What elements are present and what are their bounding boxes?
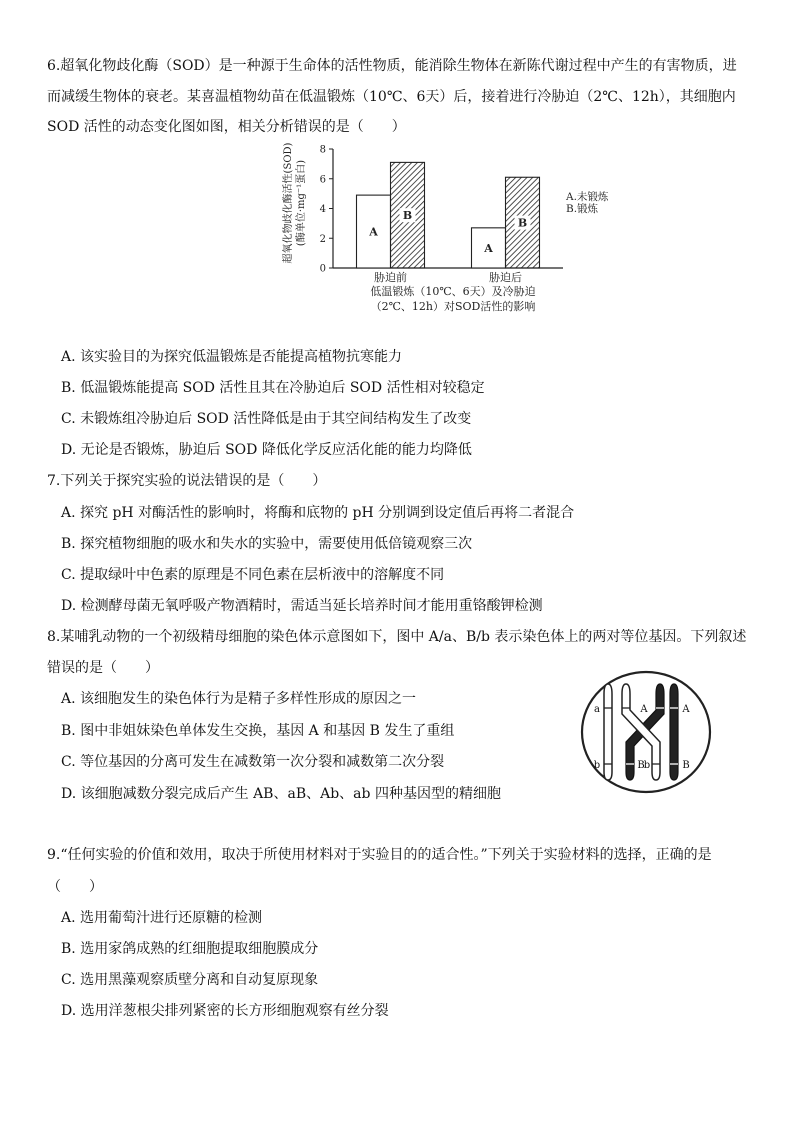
chromatid-right-outer — [670, 684, 678, 780]
q9-option-b: B. 选用家鸽成熟的红细胞提取细胞膜成分 — [61, 941, 319, 957]
q7-option-d: D. 检测酵母菌无氧呼吸产物酒精时，需适当延长培养时间才能用重铬酸钾检测 — [61, 598, 543, 614]
gene-label-B-inner: B — [637, 760, 645, 771]
q6-option-a: A. 该实验目的为探究低温锻炼是否能提高植物抗寒能力 — [61, 349, 403, 365]
y-tick-label: 4 — [319, 204, 326, 215]
q7-option-a: A. 探究 pH 对酶活性的影响时，将酶和底物的 pH 分别调到设定值后再将二者混合 — [61, 505, 575, 521]
q8-line-2: 错误的是（ ） — [47, 660, 159, 676]
chromosome-crossover-diagram — [578, 668, 714, 796]
legend-entry: A.未锻炼 — [566, 191, 609, 203]
gene-label-b-left: b — [593, 760, 601, 771]
q7-option-b: B. 探究植物细胞的吸水和失水的实验中，需要使用低倍镜观察三次 — [61, 536, 473, 552]
y-tick-label: 6 — [319, 174, 326, 186]
q6-option-c: C. 未锻炼组冷胁迫后 SOD 活性降低是由于其空间结构发生了改变 — [61, 411, 472, 427]
q7-line-1: 7.下列关于探究实验的说法错误的是（ ） — [47, 473, 327, 489]
sod-activity-chart — [278, 143, 618, 318]
gene-label-A-inner: A — [640, 704, 648, 715]
q6-line-1: 6.超氧化物歧化酶（SOD）是一种源于生命体的活性物质，能消除生物体在新陈代谢过程中产生的有害物质，进 — [47, 58, 737, 74]
q9-line-1: 9.“任何实验的价值和效用，取决于所使用材料对于实验目的的适合性。”下列关于实验材料的选择，正确的是 — [47, 847, 712, 863]
q9-line-2: （ ） — [47, 879, 103, 895]
q8-option-c: C. 等位基因的分离可发生在减数第一次分裂和减数第二次分裂 — [61, 754, 445, 770]
gene-label-A-right: A — [682, 704, 690, 715]
bar-label: A — [369, 225, 378, 239]
y-tick-label: 0 — [319, 263, 326, 275]
y-axis-title-line-2: (酶单位·mg⁻¹蛋白) — [296, 159, 307, 247]
y-tick-label: 8 — [319, 144, 326, 156]
q9-option-d: D. 选用洋葱根尖排列紧密的长方形细胞观察有丝分裂 — [61, 1003, 389, 1019]
q6-option-d: D. 无论是否锻炼，胁迫后 SOD 降低化学反应活化能的能力均降低 — [61, 442, 472, 458]
q6-option-b: B. 低温锻炼能提高 SOD 活性且其在冷胁迫后 SOD 活性相对较稳定 — [61, 380, 485, 396]
gene-label-B-right: B — [682, 760, 690, 771]
y-axis-title-line-1: 超氧化物歧化酶活性(SOD) — [283, 143, 294, 264]
q6-line-2: 而减缓生物体的衰老。某喜温植物幼苗在低温锻炼（10℃、6天）后，接着进行冷胁迫（2℃、12h），其细胞内 — [47, 89, 736, 105]
chart-caption-line-1: 低温锻炼（10℃、6天）及冷胁迫 — [370, 285, 536, 298]
gene-label-a-left: a — [594, 704, 600, 715]
chart-caption-line-2: （2℃、12h）对SOD活性的影响 — [370, 300, 536, 313]
q8-option-b: B. 图中非姐妹染色单体发生交换，基因 A 和基因 B 发生了重组 — [61, 723, 455, 739]
gene-label-b-inner: b — [643, 760, 651, 771]
q6-line-3: SOD 活性的动态变化图如图，相关分析错误的是（ ） — [47, 119, 406, 135]
q8-option-d: D. 该细胞减数分裂完成后产生 AB、aB、Ab、ab 四种基因型的精细胞 — [61, 786, 501, 802]
x-category-label: 胁迫后 — [489, 271, 522, 284]
bar-label: B — [402, 209, 413, 223]
bar-label: A — [484, 241, 493, 255]
q9-option-c: C. 选用黑藻观察质壁分离和自动复原现象 — [61, 972, 319, 988]
q9-option-a: A. 选用葡萄汁进行还原糖的检测 — [61, 910, 263, 926]
bar-label: B — [517, 216, 528, 230]
q8-line-1: 8.某哺乳动物的一个初级精母细胞的染色体示意图如下，图中 A/a、B/b 表示染色体上的两对等位基因。下列叙述 — [47, 629, 747, 645]
y-tick-label: 2 — [319, 233, 326, 245]
chromatid-left-outer — [604, 684, 612, 780]
q8-option-a: A. 该细胞发生的染色体行为是精子多样性形成的原因之一 — [61, 691, 417, 707]
legend-entry: B.锻炼 — [566, 203, 599, 215]
q7-option-c: C. 提取绿叶中色素的原理是不同色素在层析液中的溶解度不同 — [61, 567, 445, 583]
x-category-label: 胁迫前 — [374, 271, 407, 284]
